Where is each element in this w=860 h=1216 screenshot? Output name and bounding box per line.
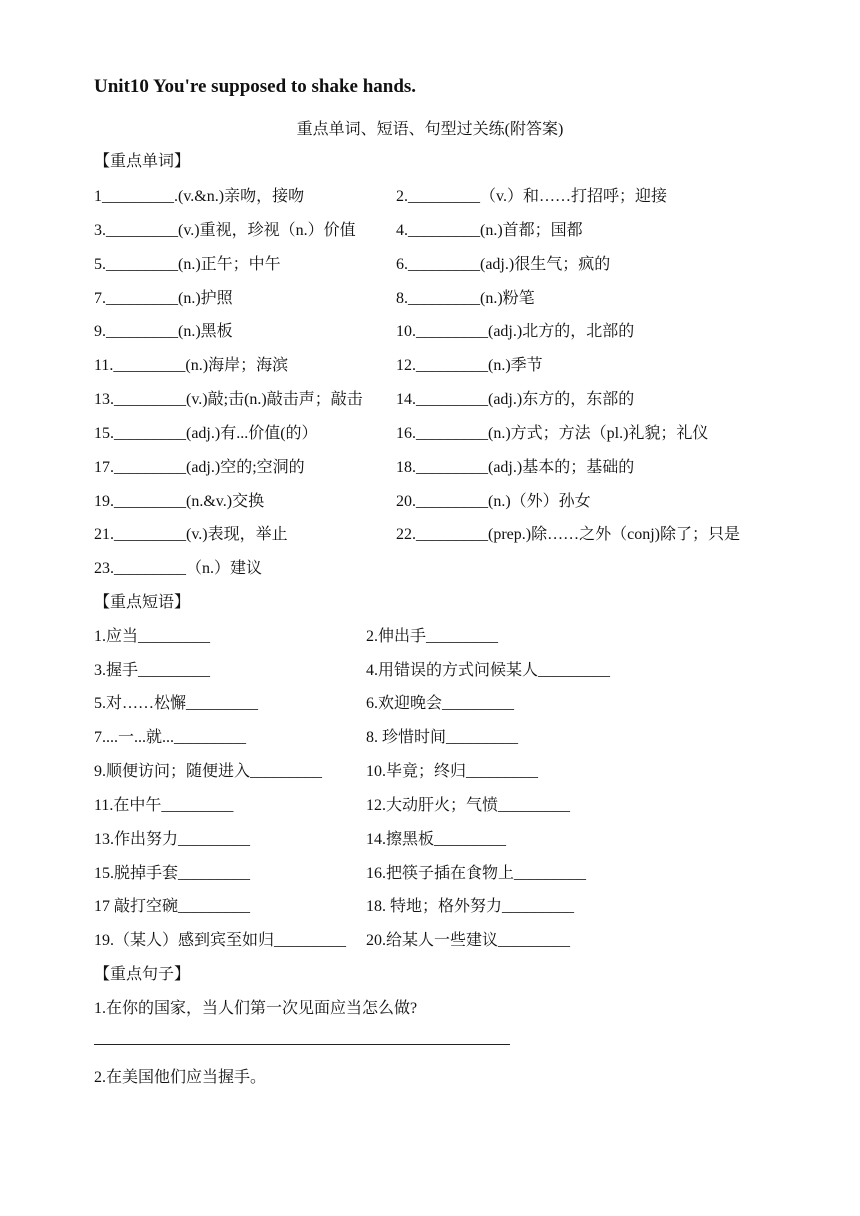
- page-title: Unit10 You're supposed to shake hands.: [94, 76, 417, 97]
- phrase-item: 18. 特地；格外努力_________: [366, 898, 575, 915]
- phrase-item: 2.伸出手_________: [366, 628, 499, 645]
- phrase-item: 16.把筷子插在食物上_________: [366, 865, 587, 882]
- page-subtitle: 重点单词、短语、句型过关练(附答案): [296, 121, 564, 138]
- word-item: 5._________(n.)正午；中午: [94, 256, 281, 273]
- phrase-row: [94, 623, 794, 647]
- phrase-item: 17 敲打空碗_________: [94, 898, 251, 915]
- phrase-row: [94, 893, 794, 917]
- phrase-row: [94, 657, 794, 681]
- word-item: 11._________(n.)海岸；海滨: [94, 357, 289, 374]
- word-item: 20._________(n.)（外）孙女: [396, 493, 591, 510]
- word-row: [94, 555, 794, 579]
- word-item: 2._________（v.）和……打招呼；迎接: [396, 188, 667, 205]
- word-item: 14._________(adj.)东方的，东部的: [396, 391, 635, 408]
- answer-line[interactable]: [94, 1044, 510, 1045]
- sentences-heading: 【重点句子】: [94, 966, 191, 983]
- phrase-row: [94, 792, 794, 816]
- word-item: 3._________(v.)重视，珍视（n.）价值: [94, 222, 356, 239]
- word-item: 17._________(adj.)空的;空洞的: [94, 459, 305, 476]
- phrase-item: 10.毕竟；终归_________: [366, 763, 539, 780]
- word-row: [94, 285, 794, 309]
- phrase-row: [94, 690, 794, 714]
- word-item: 1_________.(v.&n.)亲吻，接吻: [94, 188, 305, 205]
- word-row: [94, 386, 794, 410]
- words-heading: 【重点单词】: [94, 153, 191, 170]
- phrase-item: 11.在中午_________: [94, 797, 234, 814]
- word-row: [94, 183, 794, 207]
- word-row: [94, 521, 794, 545]
- phrases-heading: 【重点短语】: [94, 594, 191, 611]
- phrase-row: [94, 724, 794, 748]
- word-row: [94, 454, 794, 478]
- sentence-item: 1.在你的国家，当人们第一次见面应当怎么做?: [94, 1000, 418, 1017]
- word-row: [94, 352, 794, 376]
- word-row: [94, 318, 794, 342]
- word-item: 15._________(adj.)有...价值(的）: [94, 425, 318, 442]
- phrase-item: 15.脱掉手套_________: [94, 865, 251, 882]
- word-item: 19._________(n.&v.)交换: [94, 493, 265, 510]
- word-item: 9._________(n.)黑板: [94, 323, 233, 340]
- phrase-item: 6.欢迎晚会_________: [366, 695, 515, 712]
- word-item: 16._________(n.)方式；方法（pl.)礼貌；礼仪: [396, 425, 709, 442]
- word-item: 6._________(adj.)很生气；疯的: [396, 256, 611, 273]
- phrase-item: 7....一...就..._________: [94, 729, 247, 746]
- word-row: [94, 488, 794, 512]
- phrase-item: 5.对……松懈_________: [94, 695, 259, 712]
- word-item: 10._________(adj.)北方的，北部的: [396, 323, 635, 340]
- word-item: 13._________(v.)敲;击(n.)敲击声；敲击: [94, 391, 363, 408]
- word-item: 22._________(prep.)除……之外（conj)除了；只是: [396, 526, 740, 543]
- word-item: 4._________(n.)首都；国都: [396, 222, 583, 239]
- phrase-item: 8. 珍惜时间_________: [366, 729, 519, 746]
- word-item: 21._________(v.)表现，举止: [94, 526, 288, 543]
- phrase-item: 14.擦黑板_________: [366, 831, 507, 848]
- phrase-row: [94, 927, 794, 951]
- word-item: 12._________(n.)季节: [396, 357, 543, 374]
- phrase-item: 13.作出努力_________: [94, 831, 251, 848]
- word-row: [94, 251, 794, 275]
- word-item: 23._________（n.）建议: [94, 560, 263, 577]
- phrase-item: 1.应当_________: [94, 628, 211, 645]
- word-item: 8._________(n.)粉笔: [396, 290, 535, 307]
- sentence-item: 2.在美国他们应当握手。: [94, 1069, 267, 1086]
- phrase-row: [94, 826, 794, 850]
- phrase-item: 20.给某人一些建议_________: [366, 932, 571, 949]
- word-row: [94, 217, 794, 241]
- word-row: [94, 420, 794, 444]
- word-item: 7._________(n.)护照: [94, 290, 233, 307]
- phrase-item: 19.（某人）感到宾至如归_________: [94, 932, 347, 949]
- word-item: 18._________(adj.)基本的；基础的: [396, 459, 635, 476]
- phrase-row: [94, 860, 794, 884]
- phrase-item: 12.大动肝火；气愤_________: [366, 797, 571, 814]
- phrase-item: 4.用错误的方式问候某人_________: [366, 662, 611, 679]
- phrase-item: 9.顺便访问；随便进入_________: [94, 763, 323, 780]
- phrase-item: 3.握手_________: [94, 662, 211, 679]
- phrase-row: [94, 758, 794, 782]
